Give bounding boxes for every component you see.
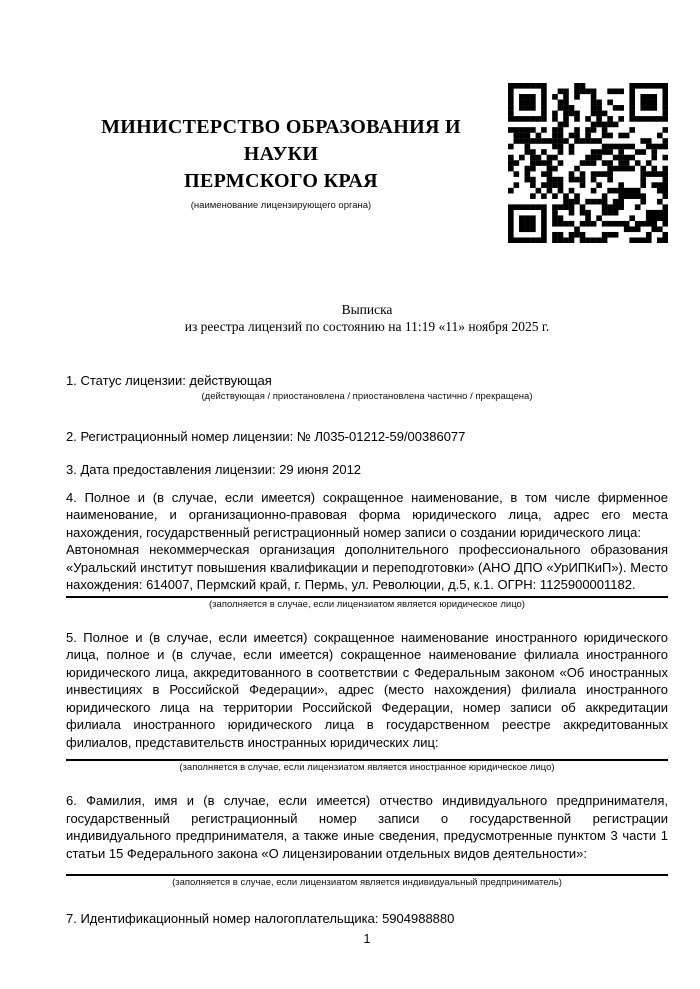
license-grant-date-line: 3. Дата предоставления лицензии: 29 июня 2012 (66, 462, 362, 477)
document-title (66, 301, 668, 335)
document-content (66, 0, 668, 928)
legal-entity-value: Автономная некоммерческая организация дополнительного профессионального образования «Уральский институт повышения квалификации и переподготовки» (АНО ДПО «УрИПКиП»). Место нахождения: 614007, Пермский край, г. Пермь, ул. Революции, д.5, к.1. ОГРН: 1125900001182. (66, 542, 668, 592)
foreign-entity-caption: (заполняется в случае, если лицензиатом является иностранное юридическое лицо) (179, 762, 555, 773)
ministry-name-line2: ПЕРМСКОГО КРАЯ (184, 169, 378, 192)
individual-entrepreneur-caption: (заполняется в случае, если лицензиатом является индивидуальный предприниматель) (172, 877, 562, 888)
taxpayer-id-line: 7. Идентификационный номер налогоплательщика: 5904988880 (66, 911, 455, 926)
registration-number-line: 2. Регистрационный номер лицензии: № Л035-01212-59/00386077 (66, 428, 466, 444)
title-line1: Выписка (341, 302, 393, 317)
license-status-caption: (действующая / приостановлена / приостановлена частично / прекращена) (201, 390, 533, 402)
licensing-authority-block (66, 114, 496, 212)
ministry-name-line1: МИНИСТЕРСТВО ОБРАЗОВАНИЯ И НАУКИ (101, 115, 461, 165)
qr-code-icon (508, 83, 668, 243)
legal-entity-caption: (заполняется в случае, если лицензиатом является юридическое лицо) (209, 598, 525, 610)
page-number: 1 (363, 932, 371, 946)
document-header (66, 80, 668, 245)
legal-entity-question: 4. Полное и (в случае, если имеется) сокращенное наименование, в том числе фирменное наименование, и организационно-правовая форма юридического лица, адрес его места нахождения, государственный регистрационный номер записи о создании юридического лица: (66, 489, 668, 540)
licensing-authority-caption: (наименование лицензирующего органа) (190, 199, 372, 211)
individual-entrepreneur-question: 6. Фамилия, имя и (в случае, если имеется) отчество индивидуального предпринимателя, государственный регистрационный номер записи о государственной регистрации индивидуального предпринимателя, а также иные сведения, предусмотренные пунктом 3 части 1 статьи 15 Федерального закона «О лицензировании отдельных видов деятельности»: (66, 793, 668, 861)
title-line2: из реестра лицензий по состоянию на 11:19 «11» ноября 2025 г. (184, 319, 550, 334)
foreign-entity-question: 5. Полное и (в случае, если имеется) сокращенное наименование иностранного юридического лица, полное и (в случае, если имеется) сокращенное наименование филиала иностранного юридического лица, аккредитованного в соответствии с Федеральным законом «Об иностранных инвестициях в Российской Федерации», адрес (место нахождения) филиала иностранного юридического лица на территории Российской Федерации, номер записи об аккредитации филиала иностранного юридического лица в государственном реестре аккредитованных филиалов, представительств иностранных юридических лиц: (66, 629, 668, 750)
license-status-line: 1. Статус лицензии: действующая (66, 373, 272, 388)
